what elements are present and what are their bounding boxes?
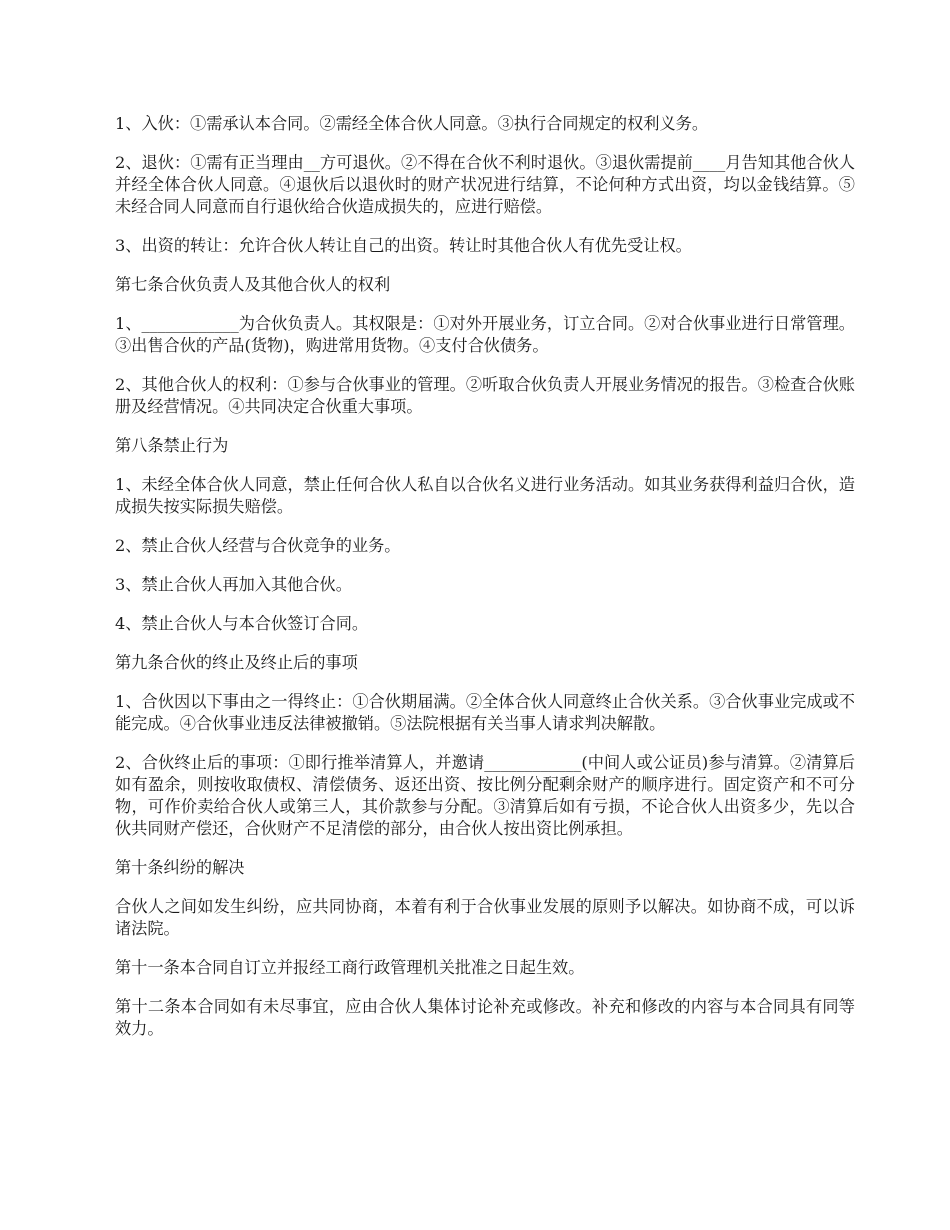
- clause-prohibition-4: 4、禁止合伙人与本合伙签订合同。: [115, 614, 369, 633]
- clause-prohibition-3: 3、禁止合伙人再加入其他合伙。: [115, 575, 352, 594]
- section-heading-article-7: 第七条合伙负责人及其他合伙人的权利: [115, 275, 391, 294]
- clause-prohibition-2: 2、禁止合伙人经营与合伙竞争的业务。: [115, 536, 401, 555]
- clause-dispute-resolution: 合伙人之间如发生纠纷，应共同协商，本着有利于合伙事业发展的原则予以解决。如协商不成，可以诉诸法院。: [115, 897, 855, 938]
- clause-termination-causes: 1、合伙因以下事由之一得终止：①合伙期届满。②全体合伙人同意终止合伙关系。③合伙事业完成或不能完成。④合伙事业违反法律被撤销。⑤法院根据有关当事人请求判决解散。: [115, 692, 855, 733]
- clause-post-termination: 2、合伙终止后的事项：①即行推举清算人，并邀请____________(中间人或公证员)参与清算。②清算后如有盈余，则按收取债权、清偿债务、返还出资、按比例分配剩余财产的顺序进行。固定资产和不可分物，可作价卖给合伙人或第三人，其价款参与分配。③清算后如有亏损，不论合伙人出资多少，先以合伙共同财产偿还，合伙财产不足清偿的部分，由合伙人按出资比例承担。: [115, 753, 855, 838]
- clause-article-12-amendments: 第十二条本合同如有未尽事宜，应由合伙人集体讨论补充或修改。补充和修改的内容与本合同具有同等效力。: [115, 997, 855, 1038]
- clause-join: 1、入伙：①需承认本合同。②需经全体合伙人同意。③执行合同规定的权利义务。: [115, 114, 709, 133]
- clause-partner-in-charge: 1、____________为合伙负责人。其权限是：①对外开展业务，订立合同。②对合伙事业进行日常管理。③出售合伙的产品(货物)，购进常用货物。④支付合伙债务。: [115, 314, 855, 355]
- clause-withdraw: 2、退伙：①需有正当理由__方可退伙。②不得在合伙不利时退伙。③退伙需提前____月告知其他合伙人并经全体合伙人同意。④退伙后以退伙时的财产状况进行结算，不论何种方式出资，均以金钱结算。⑤未经合同人同意而自行退伙给合伙造成损失的，应进行赔偿。: [115, 153, 855, 216]
- clause-other-partners-rights: 2、其他合伙人的权利：①参与合伙事业的管理。②听取合伙负责人开展业务情况的报告。③检查合伙账册及经营情况。④共同决定合伙重大事项。: [115, 375, 855, 416]
- clause-capital-transfer: 3、出资的转让：允许合伙人转让自己的出资。转让时其他合伙人有优先受让权。: [115, 236, 692, 255]
- section-heading-article-9: 第九条合伙的终止及终止后的事项: [115, 653, 358, 672]
- section-heading-article-10: 第十条纠纷的解决: [115, 858, 245, 877]
- clause-article-11-effective: 第十一条本合同自订立并报经工商行政管理机关批准之日起生效。: [115, 958, 585, 977]
- clause-prohibition-1: 1、未经全体合伙人同意，禁止任何合伙人私自以合伙名义进行业务活动。如其业务获得利益归合伙，造成损失按实际损失赔偿。: [115, 475, 855, 516]
- section-heading-article-8: 第八条禁止行为: [115, 436, 229, 455]
